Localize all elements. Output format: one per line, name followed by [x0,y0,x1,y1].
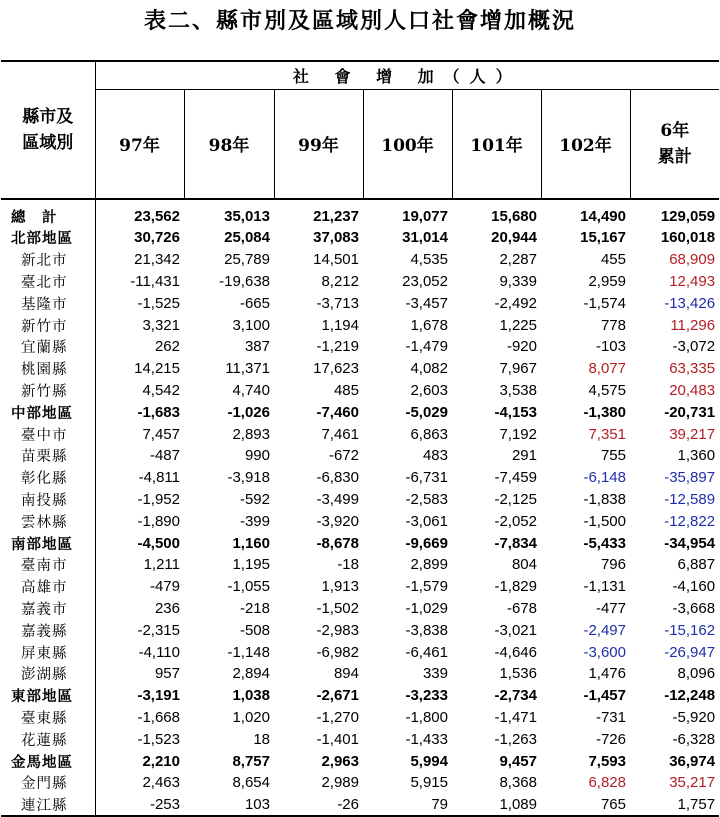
value-cell: 25,789 [224,251,270,269]
year-header: 99年 [274,89,363,199]
region-label: 臺中市 [1,423,95,445]
table-row [1,489,719,511]
value-cell: 5,915 [410,774,448,792]
cumulative-value: -26,947 [664,643,716,661]
value-cell: -2,052 [494,512,537,530]
value-cell: 15,680 [491,208,537,225]
value-cell: 485 [333,381,359,399]
table-row [1,336,719,358]
value-cell: -7,459 [494,469,537,487]
region-label: 臺北市 [1,271,95,293]
region-label: 雲林縣 [1,510,95,532]
value-cell: 2,463 [142,774,180,792]
value-cell: -5,433 [583,534,626,552]
year-header: 98年 [184,89,274,199]
value-cell: -1,026 [227,403,270,421]
value-cell: -2,983 [316,621,359,639]
value-cell: -1,263 [494,730,537,748]
region-label: 臺東縣 [1,707,95,729]
region-label: 南投縣 [1,489,95,511]
value-cell: 4,082 [410,360,448,378]
value-cell: 9,457 [499,752,537,770]
value-cell: 7,967 [499,360,537,378]
table-body [1,199,719,816]
cumulative-value: 63,335 [669,360,716,378]
region-label: 高雄市 [1,576,95,598]
region-label: 總 計 [1,199,95,227]
value-cell: 8,077 [588,360,626,378]
value-cell: -3,191 [137,687,180,705]
region-label: 連江縣 [1,794,95,816]
year-header: 100年 [363,89,452,199]
region-label: 宜蘭縣 [1,336,95,358]
value-cell: -6,731 [405,469,448,487]
value-cell: -3,499 [316,490,359,508]
value-cell: -1,380 [583,403,626,421]
value-cell: 483 [422,447,448,465]
region-label: 南部地區 [1,532,95,554]
value-cell: 804 [511,556,537,574]
value-cell: -665 [239,294,270,312]
cumulative-value: 1,757 [630,794,719,816]
value-cell: 1,678 [410,316,448,334]
value-cell: 35,013 [224,208,270,225]
value-cell: -1,838 [583,490,626,508]
table-row [1,380,719,402]
value-cell: -3,021 [494,621,537,639]
value-cell: -8,678 [316,534,359,552]
value-cell: 990 [244,447,270,465]
value-cell: 18 [253,730,270,748]
value-cell: 2,894 [232,665,270,683]
region-label: 北部地區 [1,227,95,249]
value-cell: -2,492 [494,294,537,312]
value-cell: 387 [244,338,270,356]
value-cell: 291 [511,447,537,465]
value-cell: 103 [184,794,274,816]
value-cell: 1,476 [588,665,626,683]
value-cell: 1,211 [143,556,180,574]
value-cell: -1,029 [405,599,448,617]
value-cell: -4,811 [138,469,180,487]
value-cell: -592 [239,490,270,508]
value-cell: -253 [95,794,184,816]
value-cell: -4,646 [494,643,537,661]
region-label: 金馬地區 [1,750,95,772]
value-cell: -6,461 [405,643,448,661]
value-cell: 6,828 [588,774,626,792]
value-cell: 4,535 [410,251,448,269]
value-cell: -1,525 [137,294,180,312]
cumulative-value: -5,920 [672,708,716,726]
table-row [1,532,719,554]
value-cell: -3,457 [405,294,448,312]
value-cell: -477 [595,599,626,617]
value-cell: -19,638 [219,272,270,290]
value-cell: 1,194 [321,316,359,334]
region-label: 澎湖縣 [1,663,95,685]
value-cell: 455 [600,251,626,269]
value-cell: -18 [337,556,359,574]
value-cell: 7,461 [321,425,359,443]
value-cell: 8,757 [232,752,270,770]
value-cell: -1,433 [405,730,448,748]
year-header: 102年 [541,89,630,199]
cumulative-value: -34,954 [664,534,716,552]
value-cell: 2,210 [142,752,180,770]
value-cell: -6,148 [583,469,626,487]
region-label: 嘉義市 [1,598,95,620]
value-cell: -7,460 [316,403,359,421]
value-cell: 796 [600,556,626,574]
value-cell: 2,959 [588,272,626,290]
table-row [1,292,719,314]
value-cell: -1,683 [137,403,180,421]
table-row [1,249,719,271]
value-cell: -3,838 [405,621,448,639]
value-cell: -678 [506,599,537,617]
value-cell: 79 [363,794,452,816]
value-cell: -3,061 [405,512,448,530]
value-cell: 11,371 [225,360,270,378]
table-row [1,750,719,772]
value-cell: -4,110 [138,643,180,661]
cumulative-value: -12,589 [664,490,716,508]
region-label: 新北市 [1,249,95,271]
value-cell: 37,083 [313,229,359,247]
table-row [1,358,719,380]
value-cell: -1,829 [494,578,537,596]
value-cell: 3,100 [232,316,270,334]
value-cell: -1,523 [137,730,180,748]
value-cell: -1,952 [137,490,180,508]
value-cell: 339 [422,665,448,683]
value-cell: 7,593 [588,752,626,770]
cumulative-value: 68,909 [669,251,716,269]
value-cell: -3,918 [227,469,270,487]
cumulative-value: 11,296 [670,316,716,334]
value-cell: 1,020 [232,708,270,726]
value-cell: 1,536 [499,665,537,683]
value-cell: 1,195 [232,556,270,574]
value-cell: 9,339 [499,272,537,290]
value-cell: 1,089 [452,794,541,816]
value-cell: -2,734 [494,687,537,705]
value-cell: 957 [154,665,180,683]
region-label: 中部地區 [1,401,95,423]
value-cell: -399 [239,512,270,530]
value-cell: -1,148 [227,643,270,661]
value-cell: 2,963 [321,752,359,770]
table-row [1,772,719,794]
value-cell: 14,490 [580,208,626,225]
value-cell: 30,726 [134,229,180,247]
cumulative-value: 1,360 [677,447,716,465]
cumulative-value: 36,974 [669,752,716,770]
value-cell: 894 [333,665,359,683]
value-cell: 8,368 [499,774,537,792]
value-cell: -1,219 [316,338,359,356]
value-cell: -1,479 [405,338,448,356]
table-row [1,707,719,729]
value-cell: 21,342 [134,251,180,269]
table-row [1,554,719,576]
value-cell: -1,401 [316,730,359,748]
region-label: 彰化縣 [1,467,95,489]
value-cell: -3,233 [405,687,448,705]
table-row [1,510,719,532]
table-row [1,598,719,620]
cumulative-value: 129,059 [660,208,716,225]
region-label: 臺南市 [1,554,95,576]
value-cell: 5,994 [410,752,448,770]
table-row [1,728,719,750]
table-row [1,576,719,598]
region-label: 新竹縣 [1,380,95,402]
value-cell: -6,982 [316,643,359,661]
cumulative-value: 160,018 [660,229,716,247]
value-cell: -103 [595,338,626,356]
value-cell: 2,893 [232,425,270,443]
value-cell: 765 [541,794,630,816]
cumulative-value: -6,328 [672,730,716,748]
group-header: 社 會 增 加（人） [95,61,719,89]
value-cell: 17,623 [313,360,359,378]
value-cell: 1,913 [321,578,359,596]
value-cell: -2,671 [316,687,359,705]
region-label: 花蓮縣 [1,728,95,750]
value-cell: -1,502 [316,599,359,617]
value-cell: 4,740 [232,381,270,399]
cumulative-value: -13,426 [664,294,716,312]
value-cell: -920 [506,338,537,356]
value-cell: -487 [149,447,180,465]
cumulative-header: 6年 累計 [630,89,719,199]
page-title: 表二、縣市別及區域別人口社會增加概況 [143,8,576,34]
value-cell: 8,212 [321,272,359,290]
value-cell: -672 [328,447,359,465]
value-cell: -731 [595,708,626,726]
region-label: 嘉義縣 [1,619,95,641]
value-cell: 236 [154,599,180,617]
value-cell: 2,989 [321,774,359,792]
table-row [1,314,719,336]
region-label: 新竹市 [1,314,95,336]
value-cell: 3,538 [499,381,537,399]
value-cell: -4,153 [494,403,537,421]
cumulative-value: 6,887 [677,556,716,574]
value-cell: -5,029 [405,403,448,421]
value-cell: 6,863 [410,425,448,443]
table-row [1,663,719,685]
table-row [1,467,719,489]
region-label: 苗栗縣 [1,445,95,467]
value-cell: 1,225 [499,316,537,334]
value-cell: -6,830 [316,469,359,487]
value-cell: -7,834 [494,534,537,552]
value-cell: -726 [595,730,626,748]
value-cell: -4,500 [137,534,180,552]
value-cell: -1,579 [405,578,448,596]
value-cell: -26 [274,794,363,816]
value-cell: 4,575 [588,381,626,399]
value-cell: -2,125 [494,490,537,508]
value-cell: 755 [600,447,626,465]
region-label: 屏東縣 [1,641,95,663]
value-cell: -1,800 [405,708,448,726]
cumulative-value: -20,731 [664,403,716,421]
region-label: 基隆市 [1,292,95,314]
value-cell: 31,014 [402,229,448,247]
cumulative-value: -12,822 [664,512,716,530]
region-label: 桃園縣 [1,358,95,380]
table-row [1,794,719,816]
value-cell: -11,431 [130,272,180,290]
table-row [1,423,719,445]
table-row [1,199,719,227]
value-cell: -9,669 [405,534,448,552]
value-cell: -3,920 [316,512,359,530]
value-cell: -1,457 [583,687,626,705]
value-cell: -2,315 [137,621,180,639]
value-cell: -3,713 [316,294,359,312]
value-cell: 1,160 [232,534,270,552]
cumulative-value: 39,217 [669,425,716,443]
cumulative-value: 35,217 [669,774,716,792]
value-cell: 14,501 [313,251,359,269]
cumulative-value: -4,160 [672,578,716,596]
cumulative-value: -3,668 [672,599,716,617]
value-cell: -2,583 [405,490,448,508]
cumulative-value: 8,096 [677,665,716,683]
table-row [1,401,719,423]
value-cell: -1,890 [137,512,180,530]
value-cell: 262 [154,338,180,356]
value-cell: 23,562 [134,208,180,225]
cumulative-value: -3,072 [672,338,716,356]
cumulative-value: 12,493 [669,272,716,290]
value-cell: 8,654 [232,774,270,792]
value-cell: 7,457 [142,425,180,443]
value-cell: 25,084 [224,229,270,247]
table-row [1,685,719,707]
year-header: 101年 [452,89,541,199]
value-cell: -1,131 [583,578,626,596]
value-cell: 20,944 [491,229,537,247]
value-cell: 4,542 [142,381,180,399]
region-label: 金門縣 [1,772,95,794]
cumulative-value: -12,248 [664,687,716,705]
value-cell: -1,055 [227,578,270,596]
value-cell: -1,668 [137,708,180,726]
value-cell: 1,038 [232,687,270,705]
year-header-row [1,89,719,199]
table-row [1,641,719,663]
value-cell: 23,052 [402,272,448,290]
value-cell: 2,287 [499,251,537,269]
cumulative-value: -35,897 [664,469,716,487]
value-cell: 19,077 [402,208,448,225]
region-label: 東部地區 [1,685,95,707]
table-row [1,619,719,641]
cumulative-value: -15,162 [664,621,716,639]
value-cell: -218 [239,599,270,617]
value-cell: 7,192 [499,425,537,443]
value-cell: -1,574 [583,294,626,312]
value-cell: 2,603 [410,381,448,399]
region-column-header: 縣市及 區域別 [1,61,95,199]
value-cell: 7,351 [588,425,626,443]
value-cell: -2,497 [583,621,626,639]
value-cell: 778 [600,316,626,334]
value-cell: 21,237 [313,208,359,225]
population-table [1,60,719,817]
value-cell: -508 [239,621,270,639]
table-row [1,445,719,467]
value-cell: -1,270 [316,708,359,726]
cumulative-value: 20,483 [669,381,716,399]
value-cell: -3,600 [583,643,626,661]
value-cell: 2,899 [410,556,448,574]
value-cell: 15,167 [580,229,626,247]
value-cell: 14,215 [134,360,180,378]
value-cell: -1,500 [583,512,626,530]
value-cell: -479 [149,578,180,596]
table-row [1,227,719,249]
table-row [1,271,719,293]
value-cell: 3,321 [142,316,180,334]
value-cell: -1,471 [494,708,537,726]
year-header: 97年 [95,89,184,199]
